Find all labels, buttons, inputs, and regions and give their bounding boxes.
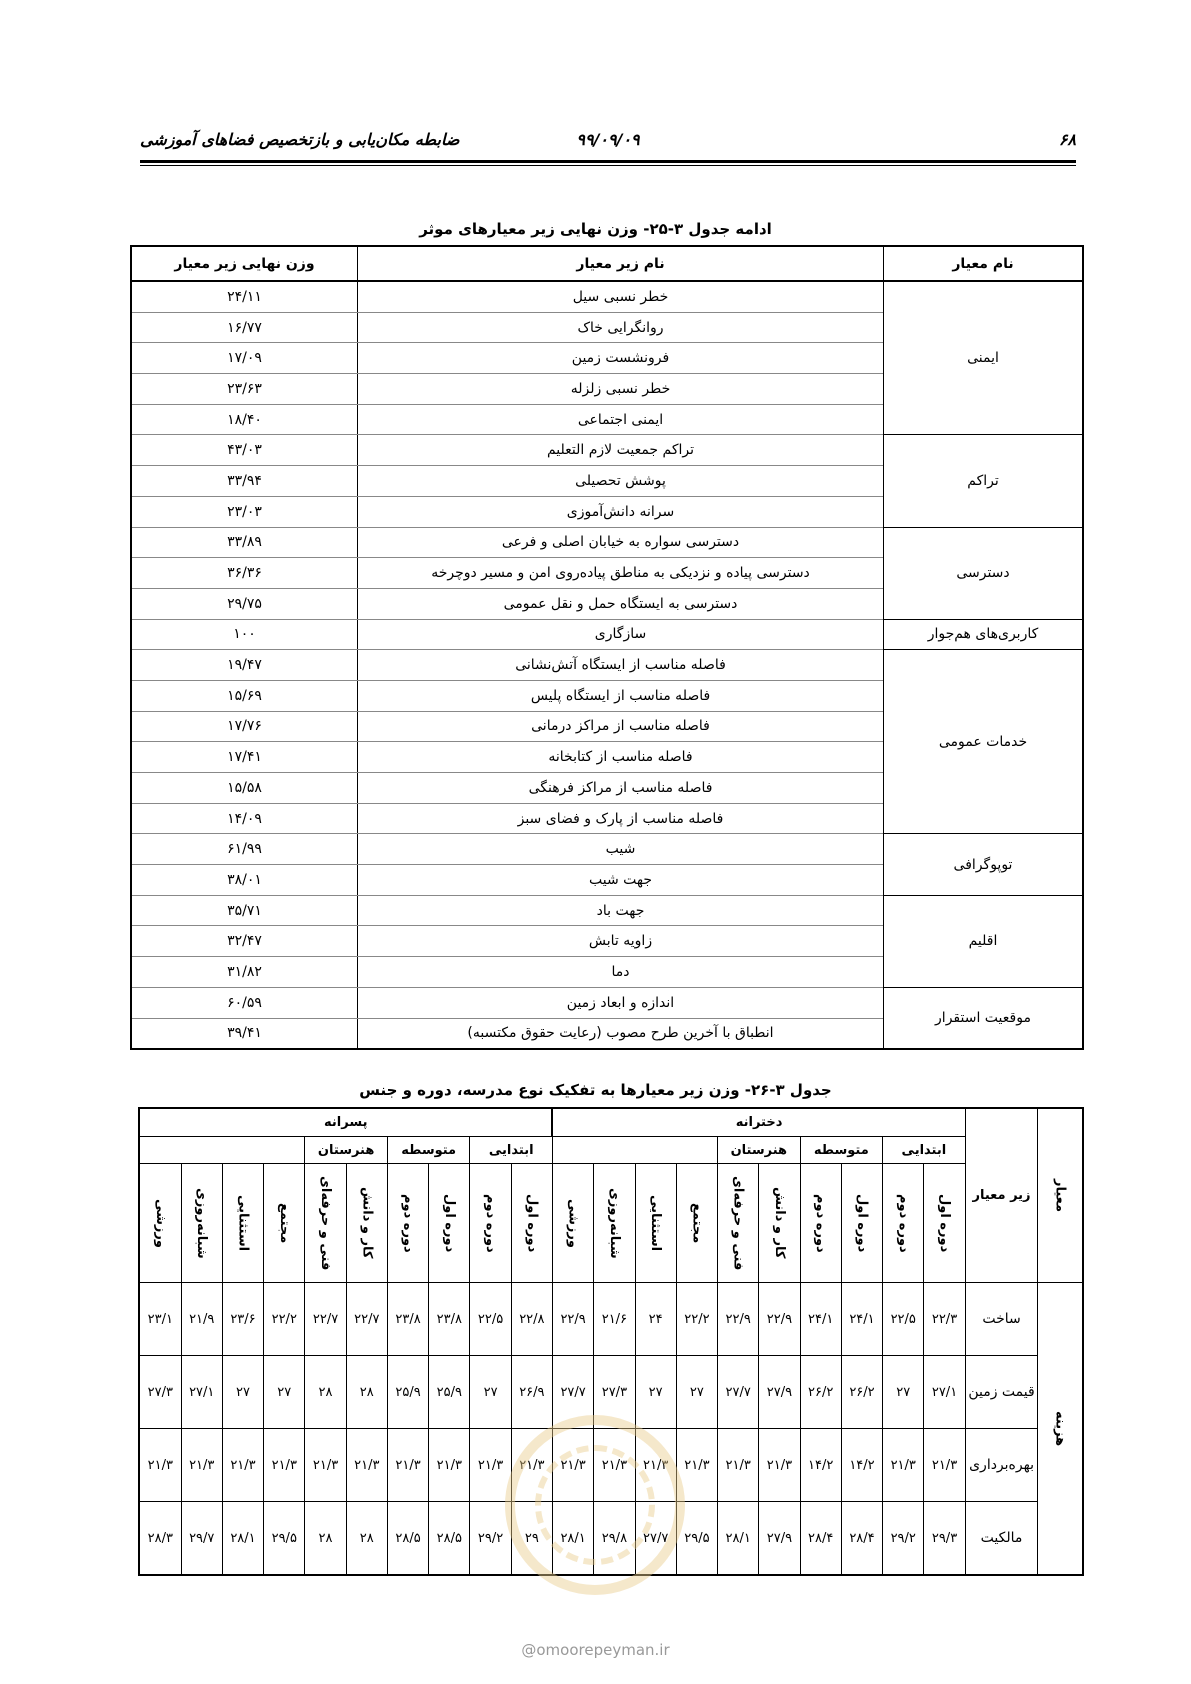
sub-column-header: مجتمع bbox=[264, 1164, 305, 1283]
boys-value-cell: ۲۲/۸ bbox=[511, 1283, 552, 1356]
table2-caption: جدول ۳-۲۶- وزن زیر معیارها به تفکیک نوع مدرسه، دوره و جنس bbox=[359, 1081, 832, 1099]
girls-value-cell: ۲۸/۴ bbox=[800, 1502, 841, 1576]
subcriterion-cell: خطر نسبی زلزله bbox=[358, 374, 884, 405]
group-header-blank bbox=[552, 1137, 717, 1164]
weight-cell: ۱۹/۴۷ bbox=[131, 650, 358, 681]
girls-value-cell: ۲۷/۱ bbox=[924, 1356, 965, 1429]
group-header: متوسطه bbox=[387, 1137, 470, 1164]
girls-value-cell: ۲۹/۳ bbox=[924, 1502, 965, 1576]
sub-column-header: استثنایی bbox=[635, 1164, 676, 1283]
girls-value-cell: ۲۸/۱ bbox=[718, 1502, 759, 1576]
gender-header: دخترانه bbox=[552, 1108, 965, 1137]
boys-value-cell: ۲۳/۸ bbox=[429, 1283, 470, 1356]
boys-value-cell: ۲۷/۱ bbox=[181, 1356, 222, 1429]
watermark-site: @omoorepeyman.ir bbox=[521, 1641, 670, 1659]
girls-value-cell: ۲۸/۱ bbox=[552, 1502, 593, 1576]
weight-cell: ۱۸/۴۰ bbox=[131, 404, 358, 435]
group-header: ابتدایی bbox=[470, 1137, 553, 1164]
girls-value-cell: ۲۱/۳ bbox=[552, 1429, 593, 1502]
table-row bbox=[131, 895, 1083, 926]
girls-value-cell: ۲۲/۵ bbox=[883, 1283, 924, 1356]
page-number: ۶۸ bbox=[1058, 130, 1076, 149]
table-row bbox=[131, 834, 1083, 865]
group-header: ابتدایی bbox=[883, 1137, 966, 1164]
group-header: هنرستان bbox=[718, 1137, 801, 1164]
subcriterion-cell: فرونشست زمین bbox=[358, 343, 884, 374]
subcriterion-cell: دسترسی سواره به خیابان اصلی و فرعی bbox=[358, 527, 884, 558]
boys-value-cell: ۲۲/۵ bbox=[470, 1283, 511, 1356]
group-header-blank bbox=[139, 1137, 305, 1164]
boys-value-cell: ۲۷ bbox=[470, 1356, 511, 1429]
boys-value-cell: ۲۹/۵ bbox=[264, 1502, 305, 1576]
header-row-gender bbox=[139, 1108, 1083, 1137]
boys-value-cell: ۲۸ bbox=[346, 1502, 387, 1576]
subcriterion-cell: مالکیت bbox=[965, 1502, 1038, 1576]
sub-column-header: فنی و حرفه‌ای bbox=[718, 1164, 759, 1283]
criterion-cell: تراکم bbox=[884, 435, 1084, 527]
boys-value-cell: ۲۷/۳ bbox=[139, 1356, 181, 1429]
criterion-cell: توپوگرافی bbox=[884, 834, 1084, 895]
col-subcriterion-header: نام زیر معیار bbox=[358, 246, 884, 281]
sub-column-header: مجتمع bbox=[676, 1164, 717, 1283]
boys-value-cell: ۲۲/۷ bbox=[305, 1283, 346, 1356]
header-rule-thick bbox=[140, 160, 1076, 163]
sub-column-header: دوره اول bbox=[511, 1164, 552, 1283]
boys-value-cell: ۲۹/۲ bbox=[470, 1502, 511, 1576]
weight-cell: ۳۹/۴۱ bbox=[131, 1018, 358, 1049]
sub-column-header: کار و دانش bbox=[346, 1164, 387, 1283]
sub-column-header: ورزشی bbox=[139, 1164, 181, 1283]
weight-cell: ۶۱/۹۹ bbox=[131, 834, 358, 865]
watermark-seal-inner bbox=[535, 1445, 655, 1565]
sub-column-header: دوره اول bbox=[841, 1164, 882, 1283]
girls-value-cell: ۲۱/۳ bbox=[759, 1429, 800, 1502]
sub-column-header: کار و دانش bbox=[759, 1164, 800, 1283]
weight-cell: ۱۰۰ bbox=[131, 619, 358, 650]
girls-value-cell: ۲۲/۹ bbox=[759, 1283, 800, 1356]
subcriteria-weights-table bbox=[130, 245, 1084, 1050]
girls-value-cell: ۲۱/۳ bbox=[883, 1429, 924, 1502]
boys-value-cell: ۲۸/۵ bbox=[429, 1502, 470, 1576]
girls-value-cell: ۲۲/۲ bbox=[676, 1283, 717, 1356]
boys-value-cell: ۲۵/۹ bbox=[429, 1356, 470, 1429]
header-rule-thin bbox=[140, 165, 1076, 166]
subcriterion-header: زیر معیار bbox=[965, 1108, 1038, 1283]
boys-value-cell: ۲۱/۳ bbox=[511, 1429, 552, 1502]
weight-cell: ۳۲/۴۷ bbox=[131, 926, 358, 957]
boys-value-cell: ۲۱/۳ bbox=[222, 1429, 263, 1502]
boys-value-cell: ۲۱/۳ bbox=[387, 1429, 428, 1502]
boys-value-cell: ۲۸/۵ bbox=[387, 1502, 428, 1576]
header-row-group bbox=[139, 1137, 1083, 1164]
boys-value-cell: ۲۳/۸ bbox=[387, 1283, 428, 1356]
subcriterion-cell: ساخت bbox=[965, 1283, 1038, 1356]
boys-value-cell: ۲۸ bbox=[305, 1356, 346, 1429]
subcriterion-cell: سرانه دانش‌آموزی bbox=[358, 496, 884, 527]
subcriterion-cell: تراکم جمعیت لازم التعلیم bbox=[358, 435, 884, 466]
weight-cell: ۳۸/۰۱ bbox=[131, 865, 358, 896]
subcriterion-cell: دسترسی پیاده و نزدیکی به مناطق پیاده‌روی امن و مسیر دوچرخه bbox=[358, 558, 884, 589]
girls-value-cell: ۲۱/۳ bbox=[635, 1429, 676, 1502]
subcriterion-cell: فاصله مناسب از مراکز فرهنگی bbox=[358, 773, 884, 804]
subcriterion-cell: جهت شیب bbox=[358, 865, 884, 896]
table-row bbox=[131, 650, 1083, 681]
boys-value-cell: ۲۹ bbox=[511, 1502, 552, 1576]
weight-cell: ۱۵/۶۹ bbox=[131, 680, 358, 711]
sub-column-header: فنی و حرفه‌ای bbox=[305, 1164, 346, 1283]
boys-value-cell: ۲۱/۳ bbox=[429, 1429, 470, 1502]
girls-value-cell: ۲۶/۲ bbox=[800, 1356, 841, 1429]
girls-value-cell: ۲۷/۷ bbox=[718, 1356, 759, 1429]
header-row-sub bbox=[139, 1164, 1083, 1283]
table-row bbox=[131, 527, 1083, 558]
girls-value-cell: ۲۱/۳ bbox=[924, 1429, 965, 1502]
girls-value-cell: ۲۲/۹ bbox=[718, 1283, 759, 1356]
criterion-header: معیار bbox=[1038, 1108, 1083, 1283]
table-row bbox=[131, 435, 1083, 466]
page-header bbox=[140, 130, 1076, 156]
weight-cell: ۳۳/۸۹ bbox=[131, 527, 358, 558]
document-date: ۹۹/۰۹/۰۹ bbox=[576, 130, 640, 149]
table-row bbox=[139, 1283, 1083, 1356]
girls-value-cell: ۲۲/۳ bbox=[924, 1283, 965, 1356]
weight-cell: ۲۹/۷۵ bbox=[131, 588, 358, 619]
boys-value-cell: ۲۷ bbox=[222, 1356, 263, 1429]
boys-value-cell: ۲۵/۹ bbox=[387, 1356, 428, 1429]
boys-value-cell: ۲۸ bbox=[305, 1502, 346, 1576]
subcriterion-cell: سازگاری bbox=[358, 619, 884, 650]
sub-column-header: دوره دوم bbox=[470, 1164, 511, 1283]
sub-column-header: دوره اول bbox=[429, 1164, 470, 1283]
subcriterion-cell: فاصله مناسب از کتابخانه bbox=[358, 742, 884, 773]
subcriterion-cell: زاویه تابش bbox=[358, 926, 884, 957]
sub-column-header: استثنایی bbox=[222, 1164, 263, 1283]
table-row bbox=[131, 619, 1083, 650]
girls-value-cell: ۲۸/۴ bbox=[841, 1502, 882, 1576]
girls-value-cell: ۱۴/۲ bbox=[841, 1429, 882, 1502]
boys-value-cell: ۲۱/۳ bbox=[264, 1429, 305, 1502]
weight-cell: ۱۶/۷۷ bbox=[131, 312, 358, 343]
girls-value-cell: ۲۷/۷ bbox=[552, 1356, 593, 1429]
sub-column-header: شبانه‌روزی bbox=[181, 1164, 222, 1283]
criterion-cell: کاربری‌های هم‌جوار bbox=[884, 619, 1084, 650]
sub-column-header: دوره اول bbox=[924, 1164, 965, 1283]
subcriterion-cell: دسترسی به ایستگاه حمل و نقل عمومی bbox=[358, 588, 884, 619]
table-row bbox=[131, 987, 1083, 1018]
subcriterion-cell: فاصله مناسب از ایستگاه پلیس bbox=[358, 680, 884, 711]
boys-value-cell: ۲۳/۱ bbox=[139, 1283, 181, 1356]
girls-value-cell: ۲۷/۷ bbox=[635, 1502, 676, 1576]
girls-value-cell: ۲۷/۹ bbox=[759, 1502, 800, 1576]
subcriterion-cell: جهت باد bbox=[358, 895, 884, 926]
sub-column-header: شبانه‌روزی bbox=[594, 1164, 635, 1283]
weight-cell: ۲۴/۱۱ bbox=[131, 281, 358, 312]
boys-value-cell: ۲۸ bbox=[346, 1356, 387, 1429]
boys-value-cell: ۲۶/۹ bbox=[511, 1356, 552, 1429]
criterion-cell: اقلیم bbox=[884, 895, 1084, 987]
girls-value-cell: ۲۱/۳ bbox=[676, 1429, 717, 1502]
subcriterion-cell: فاصله مناسب از ایستگاه آتش‌نشانی bbox=[358, 650, 884, 681]
weight-cell: ۲۳/۰۳ bbox=[131, 496, 358, 527]
girls-value-cell: ۲۹/۸ bbox=[594, 1502, 635, 1576]
boys-value-cell: ۲۱/۳ bbox=[346, 1429, 387, 1502]
girls-value-cell: ۲۱/۳ bbox=[594, 1429, 635, 1502]
weight-cell: ۳۶/۳۶ bbox=[131, 558, 358, 589]
weight-cell: ۲۳/۶۳ bbox=[131, 374, 358, 405]
subcriterion-cell: انطباق با آخرین طرح مصوب (رعایت حقوق مکتسبه) bbox=[358, 1018, 884, 1049]
weight-cell: ۳۵/۷۱ bbox=[131, 895, 358, 926]
subcriterion-cell: فاصله مناسب از مراکز درمانی bbox=[358, 711, 884, 742]
subcriterion-cell: ایمنی اجتماعی bbox=[358, 404, 884, 435]
subcriterion-cell: دما bbox=[358, 957, 884, 988]
girls-value-cell: ۲۱/۶ bbox=[594, 1283, 635, 1356]
boys-value-cell: ۲۱/۳ bbox=[305, 1429, 346, 1502]
subcriterion-cell: شیب bbox=[358, 834, 884, 865]
boys-value-cell: ۲۱/۹ bbox=[181, 1283, 222, 1356]
weight-cell: ۱۴/۰۹ bbox=[131, 803, 358, 834]
table1-caption: ادامه جدول ۳-۲۵- وزن نهایی زیر معیارهای موثر bbox=[419, 220, 772, 238]
girls-value-cell: ۲۷/۳ bbox=[594, 1356, 635, 1429]
boys-value-cell: ۲۱/۳ bbox=[181, 1429, 222, 1502]
boys-value-cell: ۲۱/۳ bbox=[139, 1429, 181, 1502]
group-header: هنرستان bbox=[305, 1137, 388, 1164]
boys-value-cell: ۲۲/۲ bbox=[264, 1283, 305, 1356]
boys-value-cell: ۲۱/۳ bbox=[470, 1429, 511, 1502]
weight-cell: ۱۷/۷۶ bbox=[131, 711, 358, 742]
col-criterion-header: نام معیار bbox=[884, 246, 1084, 281]
subcriterion-cell: فاصله مناسب از پارک و فضای سبز bbox=[358, 803, 884, 834]
sub-column-header: دوره دوم bbox=[883, 1164, 924, 1283]
boys-value-cell: ۲۸/۳ bbox=[139, 1502, 181, 1576]
girls-value-cell: ۲۷ bbox=[883, 1356, 924, 1429]
girls-value-cell: ۲۴/۱ bbox=[800, 1283, 841, 1356]
girls-value-cell: ۲۴/۱ bbox=[841, 1283, 882, 1356]
girls-value-cell: ۲۴ bbox=[635, 1283, 676, 1356]
subcriterion-cell: اندازه و ابعاد زمین bbox=[358, 987, 884, 1018]
sub-column-header: ورزشی bbox=[552, 1164, 593, 1283]
criterion-cell: دسترسی bbox=[884, 527, 1084, 619]
subcriterion-cell: بهره‌برداری bbox=[965, 1429, 1038, 1502]
subcriterion-cell: خطر نسبی سیل bbox=[358, 281, 884, 312]
girls-value-cell: ۲۷ bbox=[635, 1356, 676, 1429]
criterion-cell: هزینه bbox=[1038, 1283, 1083, 1576]
weight-cell: ۳۳/۹۴ bbox=[131, 466, 358, 497]
criterion-cell: موقعیت استقرار bbox=[884, 987, 1084, 1049]
gender-header: پسرانه bbox=[139, 1108, 552, 1137]
group-header: متوسطه bbox=[800, 1137, 883, 1164]
boys-value-cell: ۲۳/۶ bbox=[222, 1283, 263, 1356]
sub-column-header: دوره دوم bbox=[387, 1164, 428, 1283]
girls-value-cell: ۱۴/۲ bbox=[800, 1429, 841, 1502]
weight-cell: ۶۰/۵۹ bbox=[131, 987, 358, 1018]
girls-value-cell: ۲۹/۵ bbox=[676, 1502, 717, 1576]
criterion-cell: ایمنی bbox=[884, 281, 1084, 435]
boys-value-cell: ۲۲/۷ bbox=[346, 1283, 387, 1356]
girls-value-cell: ۲۱/۳ bbox=[718, 1429, 759, 1502]
boys-value-cell: ۲۸/۱ bbox=[222, 1502, 263, 1576]
subcriterion-cell: قیمت زمین bbox=[965, 1356, 1038, 1429]
sub-column-header: دوره دوم bbox=[800, 1164, 841, 1283]
girls-value-cell: ۲۷/۹ bbox=[759, 1356, 800, 1429]
girls-value-cell: ۲۶/۲ bbox=[841, 1356, 882, 1429]
table-row bbox=[131, 281, 1083, 312]
criterion-cell: خدمات عمومی bbox=[884, 650, 1084, 834]
subcriterion-cell: روانگرایی خاک bbox=[358, 312, 884, 343]
boys-value-cell: ۲۷ bbox=[264, 1356, 305, 1429]
girls-value-cell: ۲۹/۲ bbox=[883, 1502, 924, 1576]
weight-cell: ۴۳/۰۳ bbox=[131, 435, 358, 466]
col-weight-header: وزن نهایی زیر معیار bbox=[131, 246, 358, 281]
document-title: ضابطه مکان‌یابی و بازتخصیص فضاهای آموزشی bbox=[140, 130, 460, 149]
weight-cell: ۳۱/۸۲ bbox=[131, 957, 358, 988]
subcriterion-cell: پوشش تحصیلی bbox=[358, 466, 884, 497]
weight-cell: ۱۷/۴۱ bbox=[131, 742, 358, 773]
weight-cell: ۱۷/۰۹ bbox=[131, 343, 358, 374]
girls-value-cell: ۲۷ bbox=[676, 1356, 717, 1429]
boys-value-cell: ۲۹/۷ bbox=[181, 1502, 222, 1576]
weight-cell: ۱۵/۵۸ bbox=[131, 773, 358, 804]
girls-value-cell: ۲۲/۹ bbox=[552, 1283, 593, 1356]
